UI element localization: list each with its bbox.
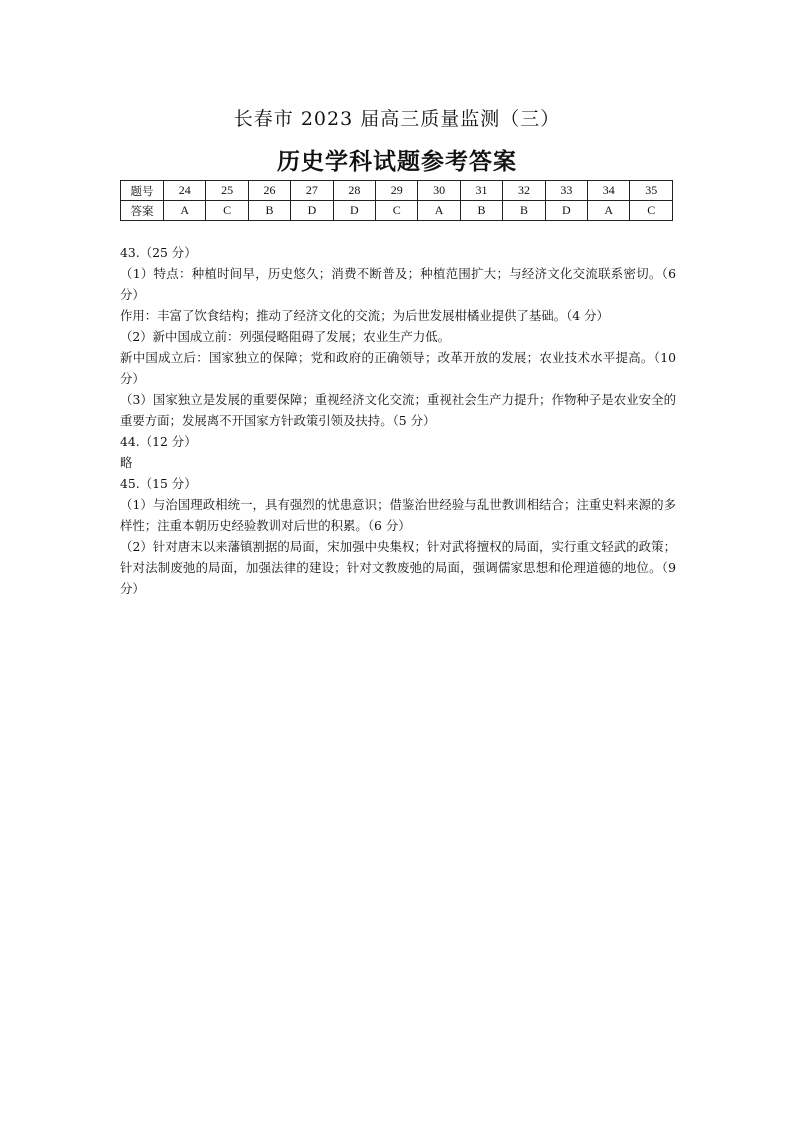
- q43-part1-effects: 作用：丰富了饮食结构；推动了经济文化的交流；为后世发展柑橘业提供了基础。（4 分）: [120, 308, 609, 323]
- q43-part1-features: （1）特点：种植时间早，历史悠久；消费不断普及；种植范围扩大；与经济文化交流联系密切。（6 分）: [120, 266, 676, 302]
- answer-cell: C: [630, 201, 673, 221]
- answer-cell: B: [503, 201, 545, 221]
- q43-part2-before: （2）新中国成立前：列强侵略阻碍了发展；农业生产力低。: [120, 329, 451, 344]
- answer-key-table: [120, 180, 673, 221]
- answer-cell: C: [376, 201, 418, 221]
- q44-header: 44.（12 分）: [120, 434, 197, 449]
- q45-part2: （2）针对唐末以来藩镇割据的局面，宋加强中央集权；针对武将擅权的局面，实行重文轻武的政策；针对法制废弛的局面，加强法律的建设；针对文教废弛的局面，强调儒家思想和伦理道德的地位。（9 分）: [120, 539, 676, 596]
- page-subtitle: 历史学科试题参考答案: [277, 148, 517, 175]
- row-label-answer: 答案: [121, 201, 164, 221]
- question-number-cell: 35: [630, 181, 673, 201]
- q44-body: 略: [120, 455, 133, 470]
- q43-part2-after: 新中国成立后：国家独立的保障；党和政府的正确领导；改革开放的发展；农业技术水平提高。（10 分）: [120, 350, 676, 386]
- answer-explanations: [120, 242, 676, 599]
- question-number-cell: 34: [588, 181, 630, 201]
- page-title: 长春市 2023 届高三质量监测（三）: [233, 108, 561, 130]
- question-number-cell: 24: [164, 181, 206, 201]
- answer-cell: B: [460, 201, 502, 221]
- question-number-cell: 30: [418, 181, 460, 201]
- q45-header: 45.（15 分）: [120, 476, 197, 491]
- answer-cell: D: [545, 201, 587, 221]
- answer-cell: A: [164, 201, 206, 221]
- answer-row: [121, 201, 673, 221]
- question-number-cell: 29: [376, 181, 418, 201]
- question-number-cell: 25: [206, 181, 248, 201]
- q43-part3: （3）国家独立是发展的重要保障；重视经济文化交流；重视社会生产力提升；作物种子是农业安全的重要方面；发展离不开国家方针政策引领及扶持。（5 分）: [120, 392, 676, 428]
- answer-cell: D: [291, 201, 333, 221]
- row-label-question-number: 题号: [121, 181, 164, 201]
- q45-part1: （1）与治国理政相统一，具有强烈的忧患意识；借鉴治世经验与乱世教训相结合；注重史料来源的多样性；注重本朝历史经验教训对后世的积累。（6 分）: [120, 497, 676, 533]
- question-number-cell: 33: [545, 181, 587, 201]
- question-number-cell: 32: [503, 181, 545, 201]
- question-number-cell: 27: [291, 181, 333, 201]
- answer-cell: A: [418, 201, 460, 221]
- answer-cell: B: [248, 201, 290, 221]
- question-number-cell: 26: [248, 181, 290, 201]
- question-number-cell: 31: [460, 181, 502, 201]
- question-number-row: [121, 181, 673, 201]
- answer-cell: D: [333, 201, 375, 221]
- q43-header: 43.（25 分）: [120, 245, 197, 260]
- answer-cell: A: [588, 201, 630, 221]
- question-number-cell: 28: [333, 181, 375, 201]
- answer-cell: C: [206, 201, 248, 221]
